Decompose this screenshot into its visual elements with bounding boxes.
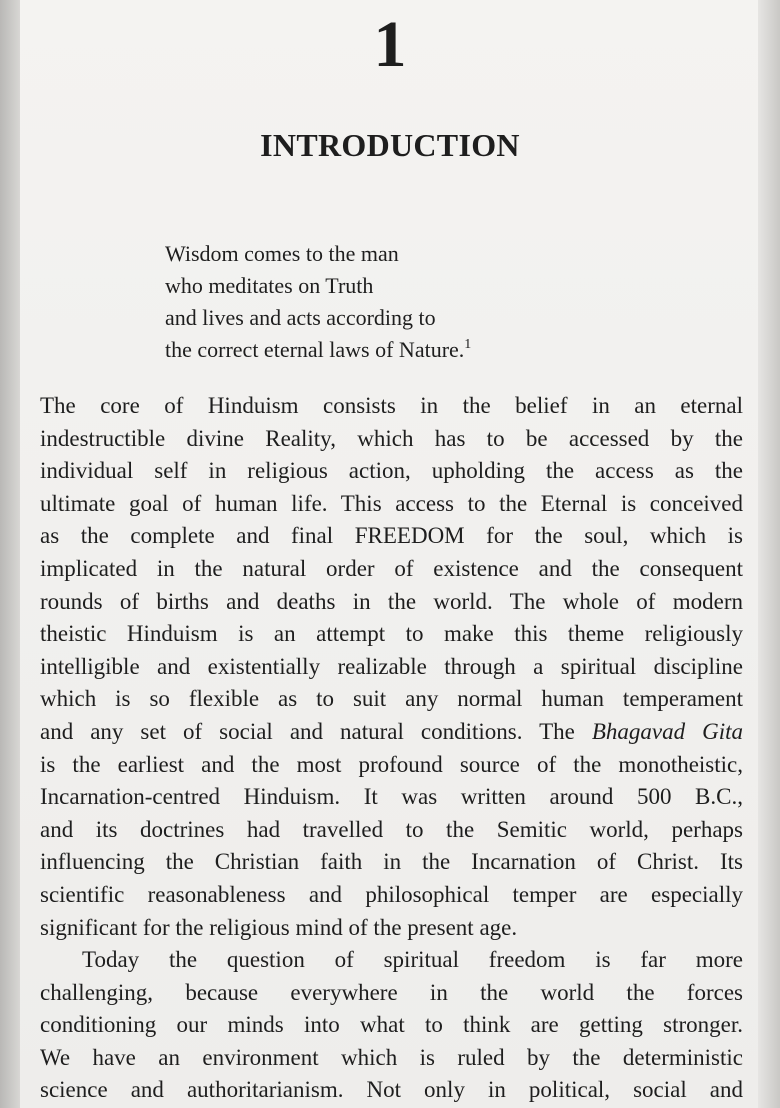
text-line: is the earliest and the most profound source of the monotheistic, [40,751,743,777]
text-line: conditioning our minds into what to think are getting stronger. [40,1012,743,1038]
epigraph-line [165,334,471,366]
text-line: individual self in religious action, upholding the access as the [40,458,743,484]
text-line: Incarnation-centred Hinduism. It was written around 500 B.C., [40,784,743,810]
epigraph-line: Wisdom comes to the man [165,241,399,266]
epigraph-line: who meditates on Truth [165,273,374,298]
book-title: Bhagavad Gita [591,718,743,744]
text-line: ultimate goal of human life. This access to the Eternal is conceived [40,490,743,516]
epigraph-text: the correct eternal laws of Nature. [165,337,465,362]
chapter-number: 1 [373,8,407,81]
text-line: challenging, because everywhere in the world the forces [40,979,743,1005]
text-line: Today the question of spiritual freedom is far more [82,947,743,973]
text-line: scientific reasonableness and philosophical temper are especially [40,881,743,907]
text-line: as the complete and final FREEDOM for the soul, which is [40,523,743,549]
text-line: indestructible divine Reality, which has to be accessed by the [40,425,743,451]
text-line: rounds of births and deaths in the world. The whole of modern [40,588,743,614]
text-line: We have an environment which is ruled by the deterministic [40,1044,743,1070]
text-line: which is so flexible as to suit any normal human temperament [40,686,743,712]
footnote-marker: 1 [464,337,472,352]
text-line: theistic Hinduism is an attempt to make this theme religiously [40,621,743,647]
page-edge-right [758,0,780,1108]
paragraph-1 [40,390,743,944]
epigraph [165,238,471,366]
text-line: The core of Hinduism consists in the belief in an eternal [40,393,743,418]
text-line: influencing the Christian faith in the Incarnation of Christ. Its [40,849,743,875]
page-gutter-left [0,0,20,1108]
body-text [40,390,743,1107]
text-line: intelligible and existentially realizable through a spiritual discipline [40,653,743,679]
paragraph-2 [40,944,743,1107]
text-line: implicated in the natural order of existence and the consequent [40,555,743,581]
text-line: science and authoritarianism. Not only in political, social and [40,1077,743,1103]
text-segment: and any set of social and natural conditions. The [40,718,592,744]
text-line: and its doctrines had travelled to the Semitic world, perhaps [40,816,743,842]
epigraph-line: and lives and acts according to [165,305,436,330]
chapter-title: INTRODUCTION [260,127,520,163]
text-line [40,716,743,749]
text-line: significant for the religious mind of the present age. [40,914,518,940]
